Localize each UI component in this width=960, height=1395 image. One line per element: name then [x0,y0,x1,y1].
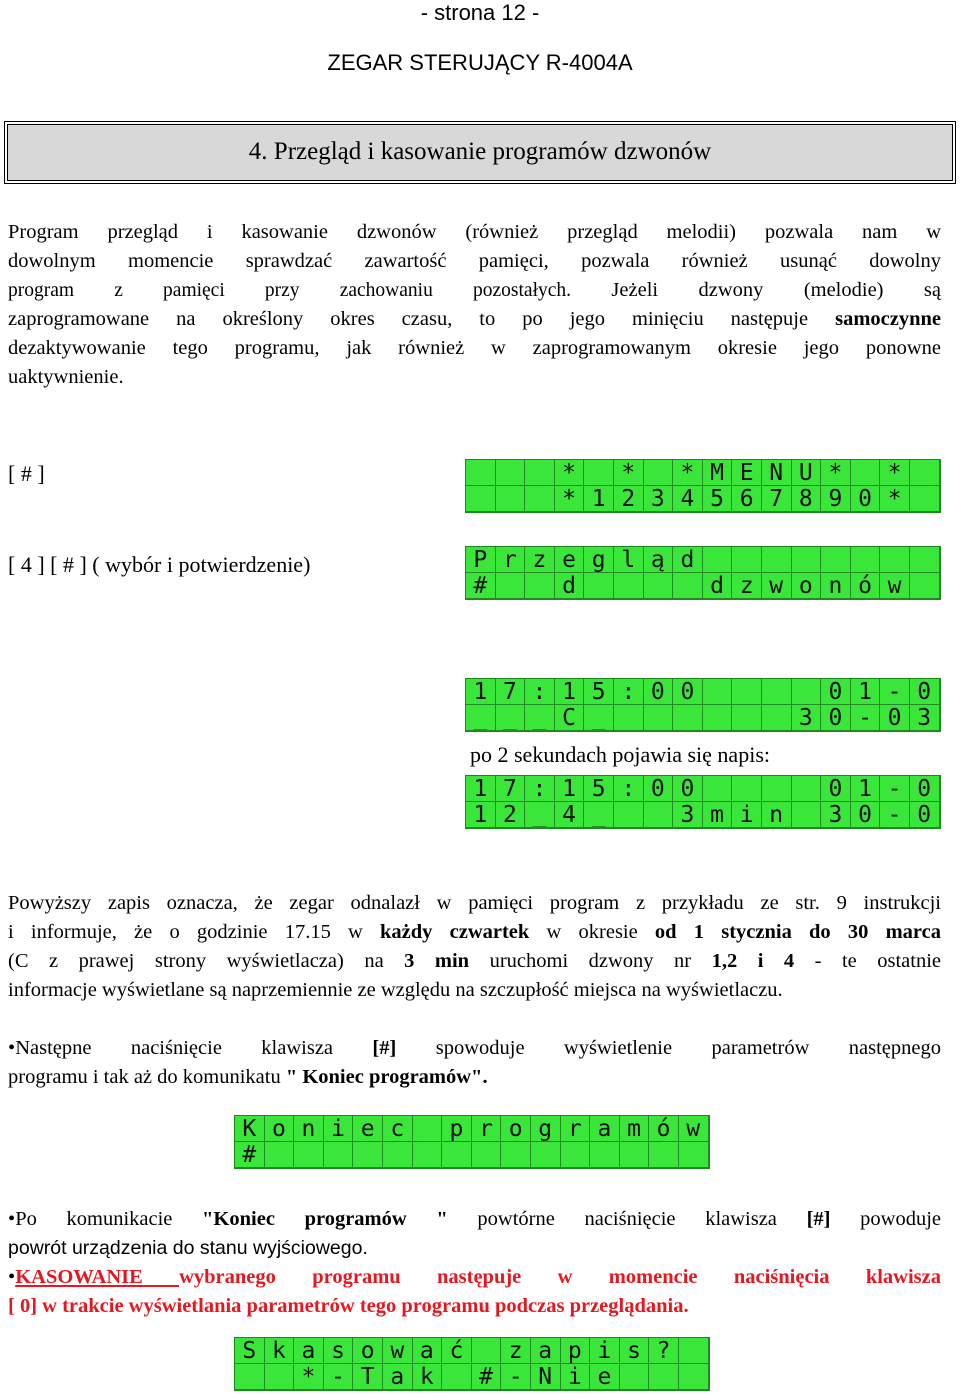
lcd-cell: a [531,1338,561,1364]
lcd-cell [732,679,762,705]
lcd-cell: n [821,573,851,599]
lcd-cell: z [501,1338,531,1364]
lcd-menu [465,459,941,513]
lcd-cell [413,1116,443,1142]
lcd-cell [496,573,526,599]
lcd-cell [821,547,851,573]
lcd-cell: 0 [910,802,940,828]
menu-key-label: [ # ] [8,461,45,486]
lcd-cell [614,705,644,731]
lcd-cell: P [466,547,496,573]
intro-line-3b: Jeżeli dzwony (melodie) są [571,279,941,301]
lcd-cell [531,1142,561,1168]
lcd-cell: : [614,679,644,705]
lcd-cell [649,1142,679,1168]
bullet-2-line-1c: powtórne naciśnięcie klawisza [447,1208,807,1230]
lcd-cell: 6 [732,486,762,512]
lcd-review [465,546,941,600]
intro-line-6: uaktywnienie. [8,366,124,388]
lcd-cell [762,547,792,573]
lcd-cell: * [880,460,910,486]
lcd-cell [703,547,733,573]
lcd-cell: * [673,460,703,486]
lcd-cell [762,679,792,705]
lcd-cell: e [590,1364,620,1390]
bullet-1-message: " Koniec programów". [285,1066,488,1088]
lcd-cell: ó [851,573,881,599]
lcd-cell: M [703,460,733,486]
lcd-cell [496,486,526,512]
lcd-cell [703,705,733,731]
lcd-cell: K [235,1116,265,1142]
lcd-cell: - [324,1364,354,1390]
lcd-cell: _ [584,705,614,731]
lcd-cell: z [732,573,762,599]
bullet-2-line-1 [8,1205,941,1234]
intro-line-4b: samoczynne [835,308,941,330]
lcd-cell [679,1142,709,1168]
bullet-icon: • [8,1266,16,1288]
lcd-cell [353,1142,383,1168]
explain-bold-duration: 3 min [404,950,470,972]
section-heading-box [7,124,953,181]
bullet-3-line-1 [8,1263,941,1292]
lcd-cell: z [525,547,555,573]
lcd-cell: p [561,1338,591,1364]
lcd-cell [324,1142,354,1168]
lcd-cell [501,1142,531,1168]
lcd-cell: 0 [821,776,851,802]
lcd-cell: 5 [703,486,733,512]
lcd-cell [442,1142,472,1168]
bullet-3-line-2: [ 0] w trakcie wyświetlania parametrów tego programu podczas przeglądania. [8,1295,689,1317]
lcd-cell: a [590,1116,620,1142]
lcd-cell: s [324,1338,354,1364]
lcd-cell: ? [649,1338,679,1364]
lcd-cell: N [531,1364,561,1390]
lcd-cell: g [584,547,614,573]
intro-line-4a: zaprogramowane na określony okres czasu, to po jego minięciu następuje [8,308,836,330]
lcd-cell [584,460,614,486]
lcd-cell: U [792,460,822,486]
lcd-cell: a [413,1338,443,1364]
lcd-cell: a [383,1364,413,1390]
lcd-cell: 7 [496,679,526,705]
lcd-cell [620,1142,650,1168]
lcd-cell [673,573,703,599]
bullet-2-key: [#] [806,1208,831,1230]
intro-line-1: Program przegląd i kasowanie dzwonów (również przegląd melodii) pozwala nam w [8,221,941,243]
lcd-cell: 0 [910,776,940,802]
lcd-cell: ó [649,1116,679,1142]
bullet-1-line-1 [8,1034,941,1063]
lcd-cell: _ [525,802,555,828]
lcd-cell: _ [496,705,526,731]
lcd-cell: - [880,679,910,705]
lcd-cell [703,776,733,802]
lcd-cell: o [265,1116,295,1142]
lcd-cell: 5 [584,679,614,705]
lcd-cell: 0 [644,679,674,705]
page-number: - strona 12 - [420,0,540,25]
lcd-cell: c [383,1116,413,1142]
lcd-cell: i [561,1364,591,1390]
lcd-cell: d [673,547,703,573]
lcd-cell [590,1142,620,1168]
lcd-cell: - [880,802,910,828]
lcd-cell: 3 [792,705,822,731]
bullet-2-message: "Koniec programów " [202,1208,448,1230]
lcd-cell: 5 [584,776,614,802]
lcd-cell: s [620,1338,650,1364]
lcd-cell [383,1142,413,1168]
lcd-cell: 8 [792,486,822,512]
lcd-cell: 1 [851,776,881,802]
lcd-cell: # [466,573,496,599]
lcd-cell: 3 [910,705,940,731]
lcd-cell [792,679,822,705]
lcd-cell: m [703,802,733,828]
lcd-cell: o [353,1338,383,1364]
lcd-delete [234,1337,710,1391]
lcd-cell: 4 [673,486,703,512]
lcd-cell [649,1364,679,1390]
lcd-cell: T [353,1364,383,1390]
explain-line-1: Powyższy zapis oznacza, że zegar odnalazł w pamięci program z przykładu ze str. 9 instrukcji [8,892,941,914]
lcd-cell: # [235,1142,265,1168]
lcd-cell [851,547,881,573]
lcd-cell: d [555,573,585,599]
lcd-cell: k [265,1338,295,1364]
lcd-cell: 1 [466,802,496,828]
lcd-cell: e [353,1116,383,1142]
lcd-cell: - [851,705,881,731]
lcd-cell: w [383,1338,413,1364]
lcd-cell: g [531,1116,561,1142]
lcd-cell [732,776,762,802]
bullet-1-key: [#] [372,1037,397,1059]
lcd-cell: r [496,547,526,573]
lcd-cell: 0 [851,486,881,512]
lcd-cell [679,1338,709,1364]
lcd-cell [644,573,674,599]
lcd-cell: 4 [555,802,585,828]
lcd-cell: n [762,802,792,828]
lcd-cell: _ [466,705,496,731]
lcd-cell: 2 [496,802,526,828]
lcd-cell: E [732,460,762,486]
lcd-cell [851,460,881,486]
document-title: ZEGAR STERUJĄCY R-4004A [327,50,633,75]
lcd-cell: w [679,1116,709,1142]
bullet-icon: • [8,1208,16,1230]
lcd-cell [880,547,910,573]
lcd-cell: d [703,573,733,599]
lcd-cell [644,705,674,731]
lcd-cell [910,573,940,599]
lcd-cell [496,460,526,486]
lcd-cell [792,776,822,802]
lcd-cell: m [620,1116,650,1142]
lcd-cell: 1 [466,776,496,802]
lcd-cell [762,705,792,731]
lcd-cell [472,1142,502,1168]
lcd-cell: * [880,486,910,512]
lcd-cell [792,547,822,573]
lcd-cell: * [294,1364,324,1390]
explain-bold-period: od 1 stycznia do 30 marca [654,921,941,943]
lcd-cell [644,802,674,828]
intro-line-5: dezaktywowanie tego programu, jak również w zaprogramowanym okresie jego ponowne [8,337,941,359]
lcd-cell: 9 [821,486,851,512]
lcd-cell: r [472,1116,502,1142]
lcd-entry-2 [465,775,941,829]
lcd-cell: 0 [851,802,881,828]
lcd-cell [525,573,555,599]
bullet-1-line-2 [8,1063,941,1092]
lcd-cell: # [472,1364,502,1390]
lcd-cell: 1 [466,679,496,705]
lcd-cell: ą [644,547,674,573]
lcd-cell: 7 [496,776,526,802]
lcd-cell: 1 [555,679,585,705]
lcd-cell: a [294,1338,324,1364]
lcd-cell: i [324,1116,354,1142]
lcd-cell [525,460,555,486]
after-two-seconds-note: po 2 sekundach pojawia się napis: [470,742,770,767]
lcd-cell: 3 [821,802,851,828]
lcd-cell: * [614,460,644,486]
lcd-cell: i [590,1338,620,1364]
lcd-end [234,1115,710,1169]
lcd-cell: o [501,1116,531,1142]
lcd-cell [703,679,733,705]
lcd-cell: 0 [644,776,674,802]
explain-line-3c: uruchomi dzwony nr [469,950,712,972]
lcd-cell [679,1364,709,1390]
lcd-cell [792,802,822,828]
lcd-cell: k [413,1364,443,1390]
lcd-cell [561,1142,591,1168]
explain-line-3a: (C z prawej strony wyświetlacza) na [8,950,405,972]
bullet-2-line-2: powrót urządzenia do stanu wyjściowego. [8,1237,368,1259]
lcd-cell [265,1364,295,1390]
lcd-cell: 7 [762,486,792,512]
bullet-1-line-1a: Następne naciśnięcie klawisza [15,1037,373,1059]
lcd-cell: * [555,460,585,486]
lcd-cell: l [614,547,644,573]
explain-bold-bells: 1,2 i 4 [711,950,795,972]
lcd-cell: o [792,573,822,599]
lcd-cell [910,486,940,512]
lcd-cell [265,1142,295,1168]
lcd-cell: 3 [644,486,674,512]
lcd-cell: 0 [821,679,851,705]
explain-line-3 [8,947,941,976]
explain-line-2 [8,918,941,947]
lcd-cell: w [880,573,910,599]
lcd-cell [732,705,762,731]
explain-line-4: informacje wyświetlane są naprzemiennie ze względu na szczupłość miejsca na wyświetlaczu. [8,979,783,1001]
lcd-cell [442,1364,472,1390]
bullet-2-line-1e: powoduje [830,1208,941,1230]
lcd-entry-1 [465,678,941,732]
bullet-1-line-1c: spowoduje wyświetlenie parametrów następnego [396,1037,941,1059]
lcd-cell: C [555,705,585,731]
lcd-cell: _ [525,705,555,731]
review-key-label: [ 4 ] [ # ] ( wybór i potwierdzenie) [8,552,311,577]
lcd-cell: N [762,460,792,486]
bullet-3-line-1b: wybranego programu następuje w momencie naciśnięcia klawisza [179,1266,941,1288]
lcd-cell: 0 [821,705,851,731]
lcd-cell [466,460,496,486]
lcd-cell: i [732,802,762,828]
lcd-cell: 3 [673,802,703,828]
lcd-cell: r [561,1116,591,1142]
lcd-cell [525,486,555,512]
lcd-cell [472,1338,502,1364]
lcd-cell [584,573,614,599]
explain-line-2a: i informuje, że o godzinie 17.15 w [8,921,381,943]
section-heading: 4. Przegląd i kasowanie programów dzwonów [248,138,712,165]
lcd-cell: : [614,776,644,802]
bullet-1-line-2a: programu i tak aż do komunikatu [8,1066,286,1088]
intro-line-2: dowolnym momencie sprawdzać zawartość pamięci, pozwala również usunąć dowolny [8,250,941,272]
bullet-3-kasowanie: KASOWANIE [15,1266,180,1288]
intro-line-3a: program z pamięci przy zachowaniu pozostałych. [8,280,572,301]
explain-line-3e: - te ostatnie [794,950,942,972]
lcd-cell [673,705,703,731]
bullet-2-line-1a: Po komunikacie [15,1208,203,1230]
lcd-cell: 2 [614,486,644,512]
lcd-cell: * [555,486,585,512]
lcd-cell: : [525,776,555,802]
lcd-cell: _ [584,802,614,828]
lcd-cell [294,1142,324,1168]
lcd-cell: 0 [673,679,703,705]
lcd-cell: p [442,1116,472,1142]
lcd-cell: 0 [880,705,910,731]
lcd-cell: 1 [851,679,881,705]
lcd-cell [644,460,674,486]
explain-line-2c: w okresie [529,921,655,943]
lcd-cell: 0 [673,776,703,802]
lcd-cell [620,1364,650,1390]
lcd-cell [732,547,762,573]
lcd-cell [614,802,644,828]
lcd-cell [910,547,940,573]
lcd-cell: n [294,1116,324,1142]
lcd-cell: * [821,460,851,486]
lcd-cell [762,776,792,802]
lcd-cell: - [880,776,910,802]
lcd-cell [910,460,940,486]
lcd-cell: S [235,1338,265,1364]
lcd-cell: e [555,547,585,573]
lcd-cell [413,1142,443,1168]
lcd-cell [466,486,496,512]
lcd-cell: - [501,1364,531,1390]
intro-line-3 [8,276,941,305]
lcd-cell [614,573,644,599]
lcd-cell: w [762,573,792,599]
lcd-cell: ć [442,1338,472,1364]
lcd-cell: 1 [555,776,585,802]
lcd-cell: : [525,679,555,705]
bullet-icon: • [8,1037,16,1059]
lcd-cell: 0 [910,679,940,705]
lcd-cell: 1 [584,486,614,512]
lcd-cell [235,1364,265,1390]
intro-line-4 [8,305,941,334]
explain-bold-day: każdy czwartek [380,921,530,943]
